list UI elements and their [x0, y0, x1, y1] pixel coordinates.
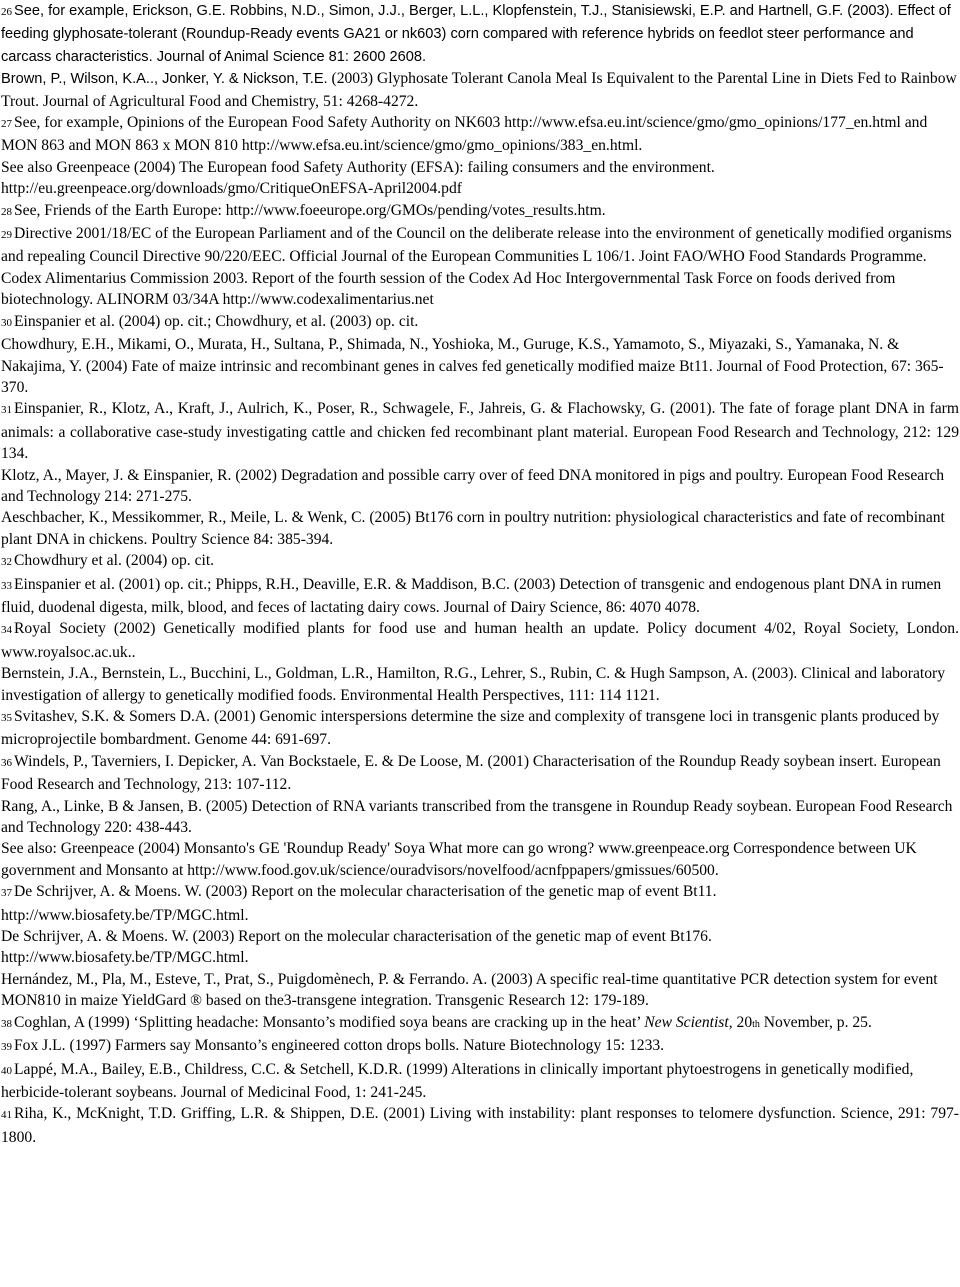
reference-greenpeace-soya [1, 838, 959, 881]
reference-de-schrijver-bt176 [1, 926, 959, 969]
footnote-text: Directive 2001/18/EC of the European Parliament and of the Council on the deliberate release into the environment of genetically modified organisms and repealing Council Directive 90/220/EEC. Official Journal of the European Communities L 106/1. Joint FAO/WHO Food Standards Programme. Codex Alimentarius Commission 2003. Report of the fourth session of the Codex Ad Hoc Intergovernmental Task Force on foods derived from biotechnology. ALINORM 03/34A http://www.codexalimentarius.net [1, 225, 952, 309]
footnote-27 [1, 112, 959, 157]
footnote-text: Fox J.L. (1997) Farmers say Monsanto’s engineered cotton drops bolls. Nature Biotechnology 15: 1233. [14, 1037, 665, 1055]
footnote-39 [1, 1035, 959, 1058]
reference-greenpeace-efsa [1, 157, 959, 200]
footnote-number: 39 [1, 1041, 12, 1054]
reference-rang [1, 796, 959, 839]
footnote-number: 40 [1, 1064, 12, 1077]
footnote-number: 32 [1, 556, 12, 569]
reference-chowdhury [1, 334, 959, 398]
footnote-29 [1, 223, 959, 311]
footnote-text: Einspanier et al. (2001) op. cit.; Phipps, R.H., Deaville, E.R. & Maddison, B.C. (2003) Detection of transgenic and endogenous plant DNA in rumen fluid, duodenal digesta, milk, blood, and feces of lactating dairy cows. Journal of Dairy Science, 86: 4070 4078. [1, 575, 942, 616]
reference-klotz [1, 465, 959, 508]
reference-text: De Schrijver, A. & Moens. W. (2003) Report on the molecular characterisation of the genetic map of event Bt176. http://www.biosafety.be/TP/MGC.html. [1, 928, 712, 967]
footnote-text: See, for example, Opinions of the European Food Safety Authority on NK603 http://www.efsa.eu.int/science/gmo/gmo_opinions/177_en.html and MON 863 and MON 863 x MON 810 http://www.efsa.eu.int/science/gmo/gmo_opinions/383_en.html. [1, 114, 928, 155]
footnote-28 [1, 200, 959, 223]
reference-bernstein [1, 663, 959, 706]
footnote-number: 41 [1, 1109, 12, 1122]
reference-hernandez [1, 969, 959, 1012]
footnote-text-tail: November, p. 25. [759, 1013, 872, 1031]
footnote-text-continued: , 20 [728, 1013, 753, 1031]
reference-text: Chowdhury, E.H., Mikami, O., Murata, H., Sultana, P., Shimada, N., Yoshioka, M., Guruge, K.S., Yamamoto, S., Miyazaki, S., Yamanaka, N. & Nakajima, Y. (2004) Fate of maize intrinsic and recombinant genes in calves fed genetically modified maize Bt11. Journal of Food Protection, 67: 365-370. [1, 336, 944, 396]
footnote-text: See, Friends of the Earth Europe: http://www.foeeurope.org/GMOs/pending/votes_results.htm. [14, 201, 606, 219]
footnote-text: Coghlan, A (1999) ‘Splitting headache: Monsanto’s modified soya beans are cracking up in the heat’ [14, 1013, 645, 1031]
footnote-36 [1, 751, 959, 796]
footnote-number: 37 [1, 887, 12, 900]
footnote-number: 34 [1, 624, 12, 637]
footnote-text: Svitashev, S.K. & Somers D.A. (2001) Genomic interspersions determine the size and complexity of transgene loci in transgenic plants produced by microprojectile bombardment. Genome 44: 691-697. [1, 708, 940, 749]
reference-text: Klotz, A., Mayer, J. & Einspanier, R. (2002) Degradation and possible carry over of feed DNA monitored in pigs and poultry. European Food Research and Technology 214: 271-275. [1, 466, 945, 505]
reference-authors: Brown, P., Wilson, K.A.., Jonker, Y. & Nickson, T.E. [1, 71, 328, 88]
footnote-35 [1, 706, 959, 751]
footnote-number: 38 [1, 1017, 12, 1030]
footnote-number: 29 [1, 229, 12, 242]
footnote-number: 26 [1, 6, 12, 18]
footnote-34 [1, 618, 959, 663]
footnote-number: 27 [1, 118, 12, 131]
reference-aeschbacher [1, 507, 959, 550]
footnote-text: See, for example, Erickson, G.E. Robbins, N.D., Simon, J.J., Berger, L.L., Klopfenstein, T.J., Stanisiewski, E.P. and Hartnell, G.F. (2003). Effect of feeding glyphosate-tolerant (Roundup-Ready events GA21 or nk603) corn compared with reference hybrids on feedlot steer performance and carcass characteristics. Journal of Animal Science 81: 2600 2608. [1, 3, 951, 65]
footnote-31 [1, 398, 959, 464]
footnote-number: 31 [1, 404, 12, 417]
footnote-text: Lappé, M.A., Bailey, E.B., Childress, C.C. & Setchell, K.D.R. (1999) Alterations in clinically important phytoestrogens in genetically modified, herbicide-tolerant soybeans. Journal of Medicinal Food, 1: 241-245. [1, 1060, 914, 1101]
footnote-text: Royal Society (2002) Genetically modified plants for food use and human health an update. Policy document 4/02, Royal Society, London. www.royalsoc.ac.uk.. [1, 620, 959, 661]
footnote-text: Windels, P., Taverniers, I. Depicker, A. Van Bockstaele, E. & De Loose, M. (2001) Characterisation of the Roundup Ready soybean insert. European Food Research and Technology, 213: 107-112. [1, 752, 941, 794]
footnote-text: Chowdhury et al. (2004) op. cit. [14, 552, 215, 570]
reference-text: Rang, A., Linke, B & Jansen, B. (2005) Detection of RNA variants transcribed from the transgene in Roundup Ready soybean. European Food Research and Technology 220: 438-443. [1, 797, 953, 837]
footnote-40 [1, 1059, 959, 1104]
reference-text: Bernstein, J.A., Bernstein, L., Bucchini, L., Goldman, L.R., Hamilton, R.G., Lehrer, S., Rubin, C. & Hugh Sampson, A. (2003). Clinical and laboratory investigation of allergy to genetically modified foods. Environmental Health Perspectives, 111: 114 1121. [1, 665, 945, 704]
reference-text: See also Greenpeace (2004) The European food Safety Authority (EFSA): failing consumers and the environment. http://eu.greenpeace.org/downloads/gmo/CritiqueOnEFSA-April2004.pdf [1, 158, 715, 198]
ordinal-suffix: th [752, 1018, 760, 1030]
footnote-text: Riha, K., McKnight, T.D. Griffing, L.R. & Shippen, D.E. (2001) Living with instability: plant responses to telomere dysfunction. Science, 291: 797-1800. [1, 1105, 959, 1146]
footnote-37 [1, 881, 959, 926]
footnote-number: 33 [1, 579, 12, 592]
footnote-number: 28 [1, 205, 12, 218]
footnote-33 [1, 574, 959, 619]
reference-brown [1, 68, 959, 112]
reference-text: (2003) Glyphosate Tolerant Canola Meal Is Equivalent to the Parental Line in Diets Fed to Rainbow Trout. Journal of Agricultural Food and Chemistry, 51: 4268-4272. [1, 70, 957, 110]
footnote-number: 35 [1, 712, 12, 724]
reference-text: Aeschbacher, K., Messikommer, R., Meile, L. & Wenk, C. (2005) Bt176 corn in poultry nutrition: physiological characteristics and fate of recombinant plant DNA in chickens. Poultry Science 84: 385-394. [1, 509, 945, 548]
reference-text: See also: Greenpeace (2004) Monsanto's GE 'Roundup Ready' Soya What more can go wrong? www.greenpeace.org Correspondence between UK government and Monsanto at http://www.food.gov.uk/science/ouradvisors/novelfood/acnfppapers/gmissues/60500. [1, 840, 917, 879]
footnote-text: Einspanier, R., Klotz, A., Kraft, J., Aulrich, K., Poser, R., Schwagele, F., Jahreis, G. & Flachowsky, G. (2001). The fate of forage plant DNA in farm animals: a collaborative case-study investigating cattle and chicken fed recombinant plant material. European Food Research and Technology, 212: 129 134. [1, 400, 959, 463]
footnote-text: De Schrijver, A. & Moens. W. (2003) Report on the molecular characterisation of the genetic map of event Bt11. http://www.biosafety.be/TP/MGC.html. [1, 883, 717, 924]
footnote-26 [1, 0, 959, 68]
journal-title: New Scientist [644, 1013, 729, 1031]
footnote-number: 36 [1, 756, 12, 769]
footnote-number: 30 [1, 316, 12, 329]
footnote-32 [1, 550, 959, 573]
footnote-41 [1, 1103, 959, 1148]
reference-text: Hernández, M., Pla, M., Esteve, T., Prat, S., Puigdomènech, P. & Ferrando. A. (2003) A specific real-time quantitative PCR detection system for event MON810 in maize YieldGard ® based on the3-transgene integration. Transgenic Research 12: 179-189. [1, 970, 938, 1010]
footnote-38 [1, 1012, 959, 1035]
footnote-text: Einspanier et al. (2004) op. cit.; Chowdhury, et al. (2003) op. cit. [14, 312, 419, 330]
footnote-30 [1, 311, 959, 334]
